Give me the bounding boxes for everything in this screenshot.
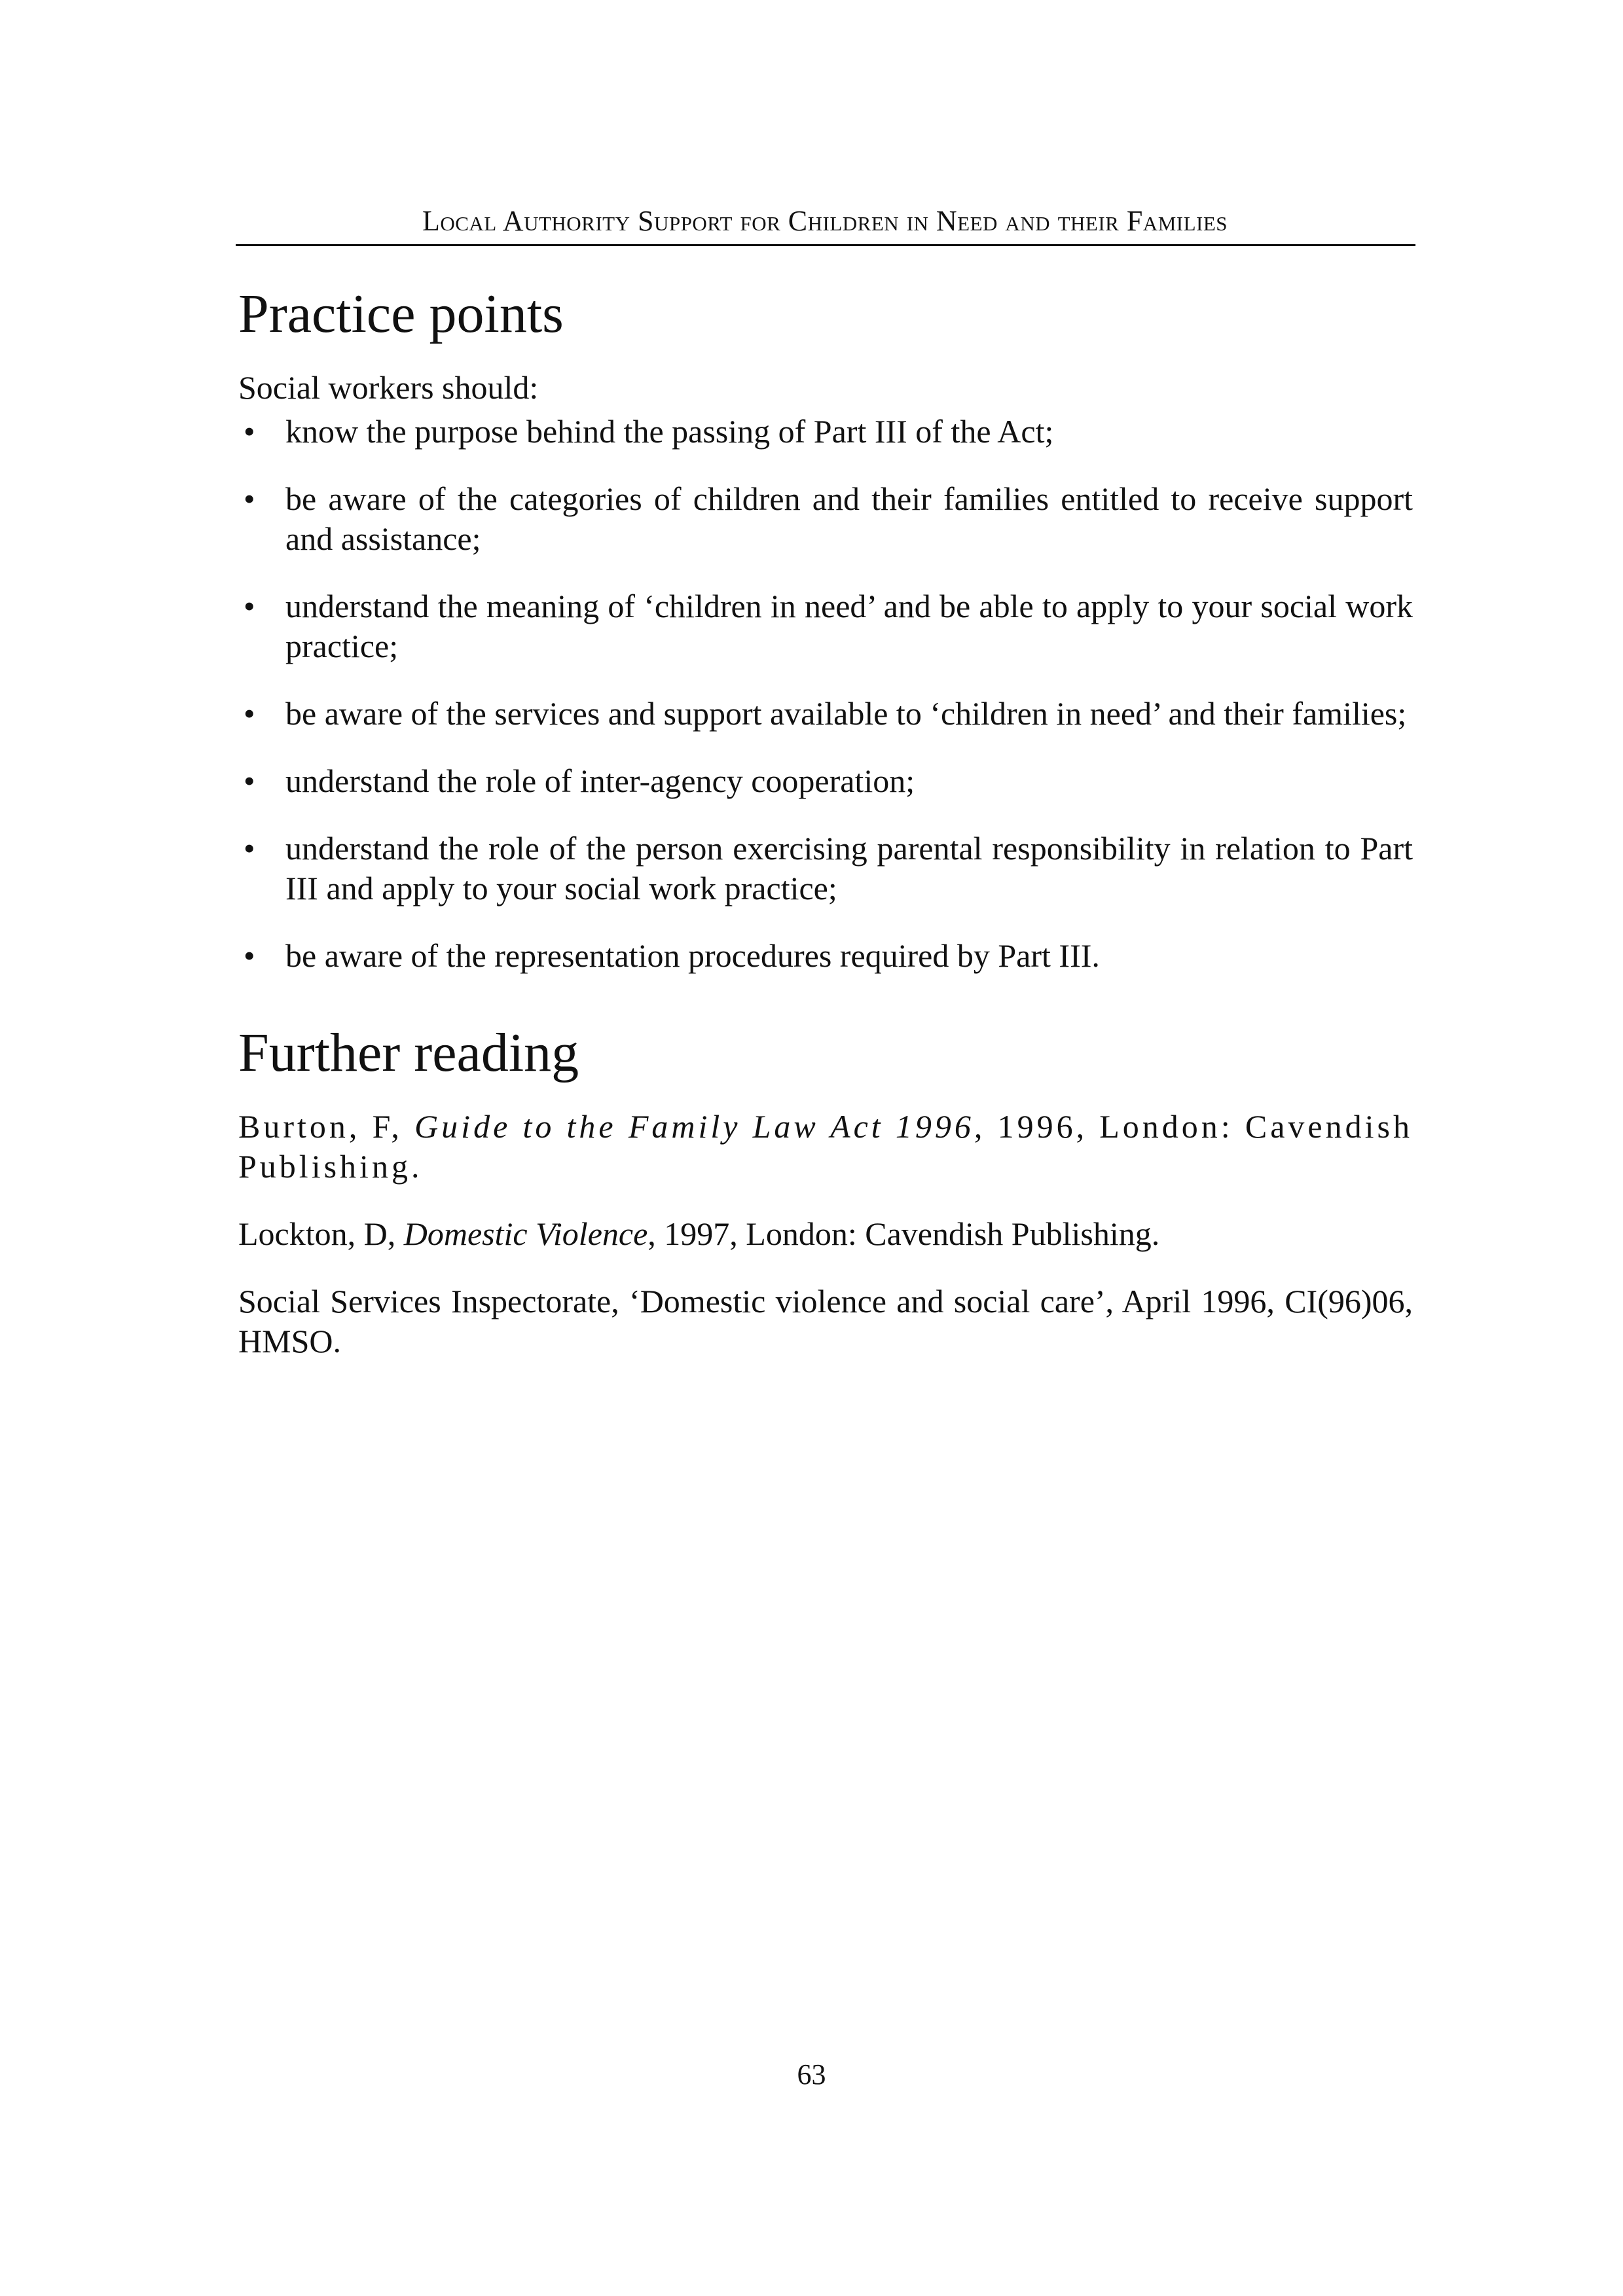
reference-author: Lockton, D,	[238, 1215, 404, 1252]
reference-details: , 1997, London: Cavendish Publishing.	[647, 1215, 1160, 1252]
page-content	[238, 281, 1413, 1389]
bullet-icon: •	[244, 413, 255, 450]
header-rule	[236, 244, 1415, 246]
page-number: 63	[797, 2058, 826, 2090]
list-item	[238, 761, 1413, 801]
list-item-text: understand the role of the person exercising parental responsibility in relation to Part III and apply to your social work practice;	[285, 830, 1413, 906]
running-header: Local Authority Support for Children in Need and their Families	[422, 205, 1228, 237]
list-item-text: be aware of the representation procedures required by Part III.	[285, 937, 1100, 974]
reference-title: Guide to the Family Law Act 1996	[414, 1108, 974, 1145]
reference-author: Burton, F,	[238, 1108, 415, 1145]
practice-points-heading: Practice points	[238, 283, 564, 344]
bullet-icon: •	[244, 762, 255, 799]
bullet-icon: •	[244, 480, 255, 517]
list-item	[238, 829, 1413, 908]
list-item-text: be aware of the services and support available to ‘children in need’ and their families;	[285, 695, 1407, 732]
bullet-icon: •	[244, 588, 255, 624]
reference-title: Domestic Violence	[403, 1215, 648, 1252]
list-item-text: be aware of the categories of children and their families entitled to receive support and assistance;	[285, 480, 1413, 557]
bullet-icon: •	[244, 937, 255, 974]
reference-item	[238, 1214, 1413, 1254]
reference-details: , 1996, London: Cavendish Publishing.	[238, 1108, 1413, 1185]
list-item	[238, 936, 1413, 976]
bullet-icon: •	[244, 830, 255, 867]
reference-item	[238, 1282, 1413, 1361]
reference-author: Social Services Inspectorate, ‘Domestic violence and social care’, April 1996, CI(96)06, HMSO.	[238, 1283, 1413, 1359]
list-item-text: understand the role of inter-agency cooperation;	[285, 762, 915, 799]
list-item-text: understand the meaning of ‘children in need’ and be able to apply to your social work practice;	[285, 588, 1413, 664]
practice-points-list	[238, 412, 1413, 976]
section-spacer	[238, 1003, 1413, 1020]
bullet-icon: •	[244, 695, 255, 732]
list-item	[238, 586, 1413, 666]
practice-points-intro: Social workers should:	[238, 369, 539, 406]
reference-item	[238, 1107, 1413, 1187]
list-item	[238, 694, 1413, 734]
list-item	[238, 479, 1413, 559]
further-reading-heading: Further reading	[238, 1022, 579, 1083]
list-item-text: know the purpose behind the passing of Part III of the Act;	[285, 413, 1054, 450]
list-item	[238, 412, 1413, 452]
